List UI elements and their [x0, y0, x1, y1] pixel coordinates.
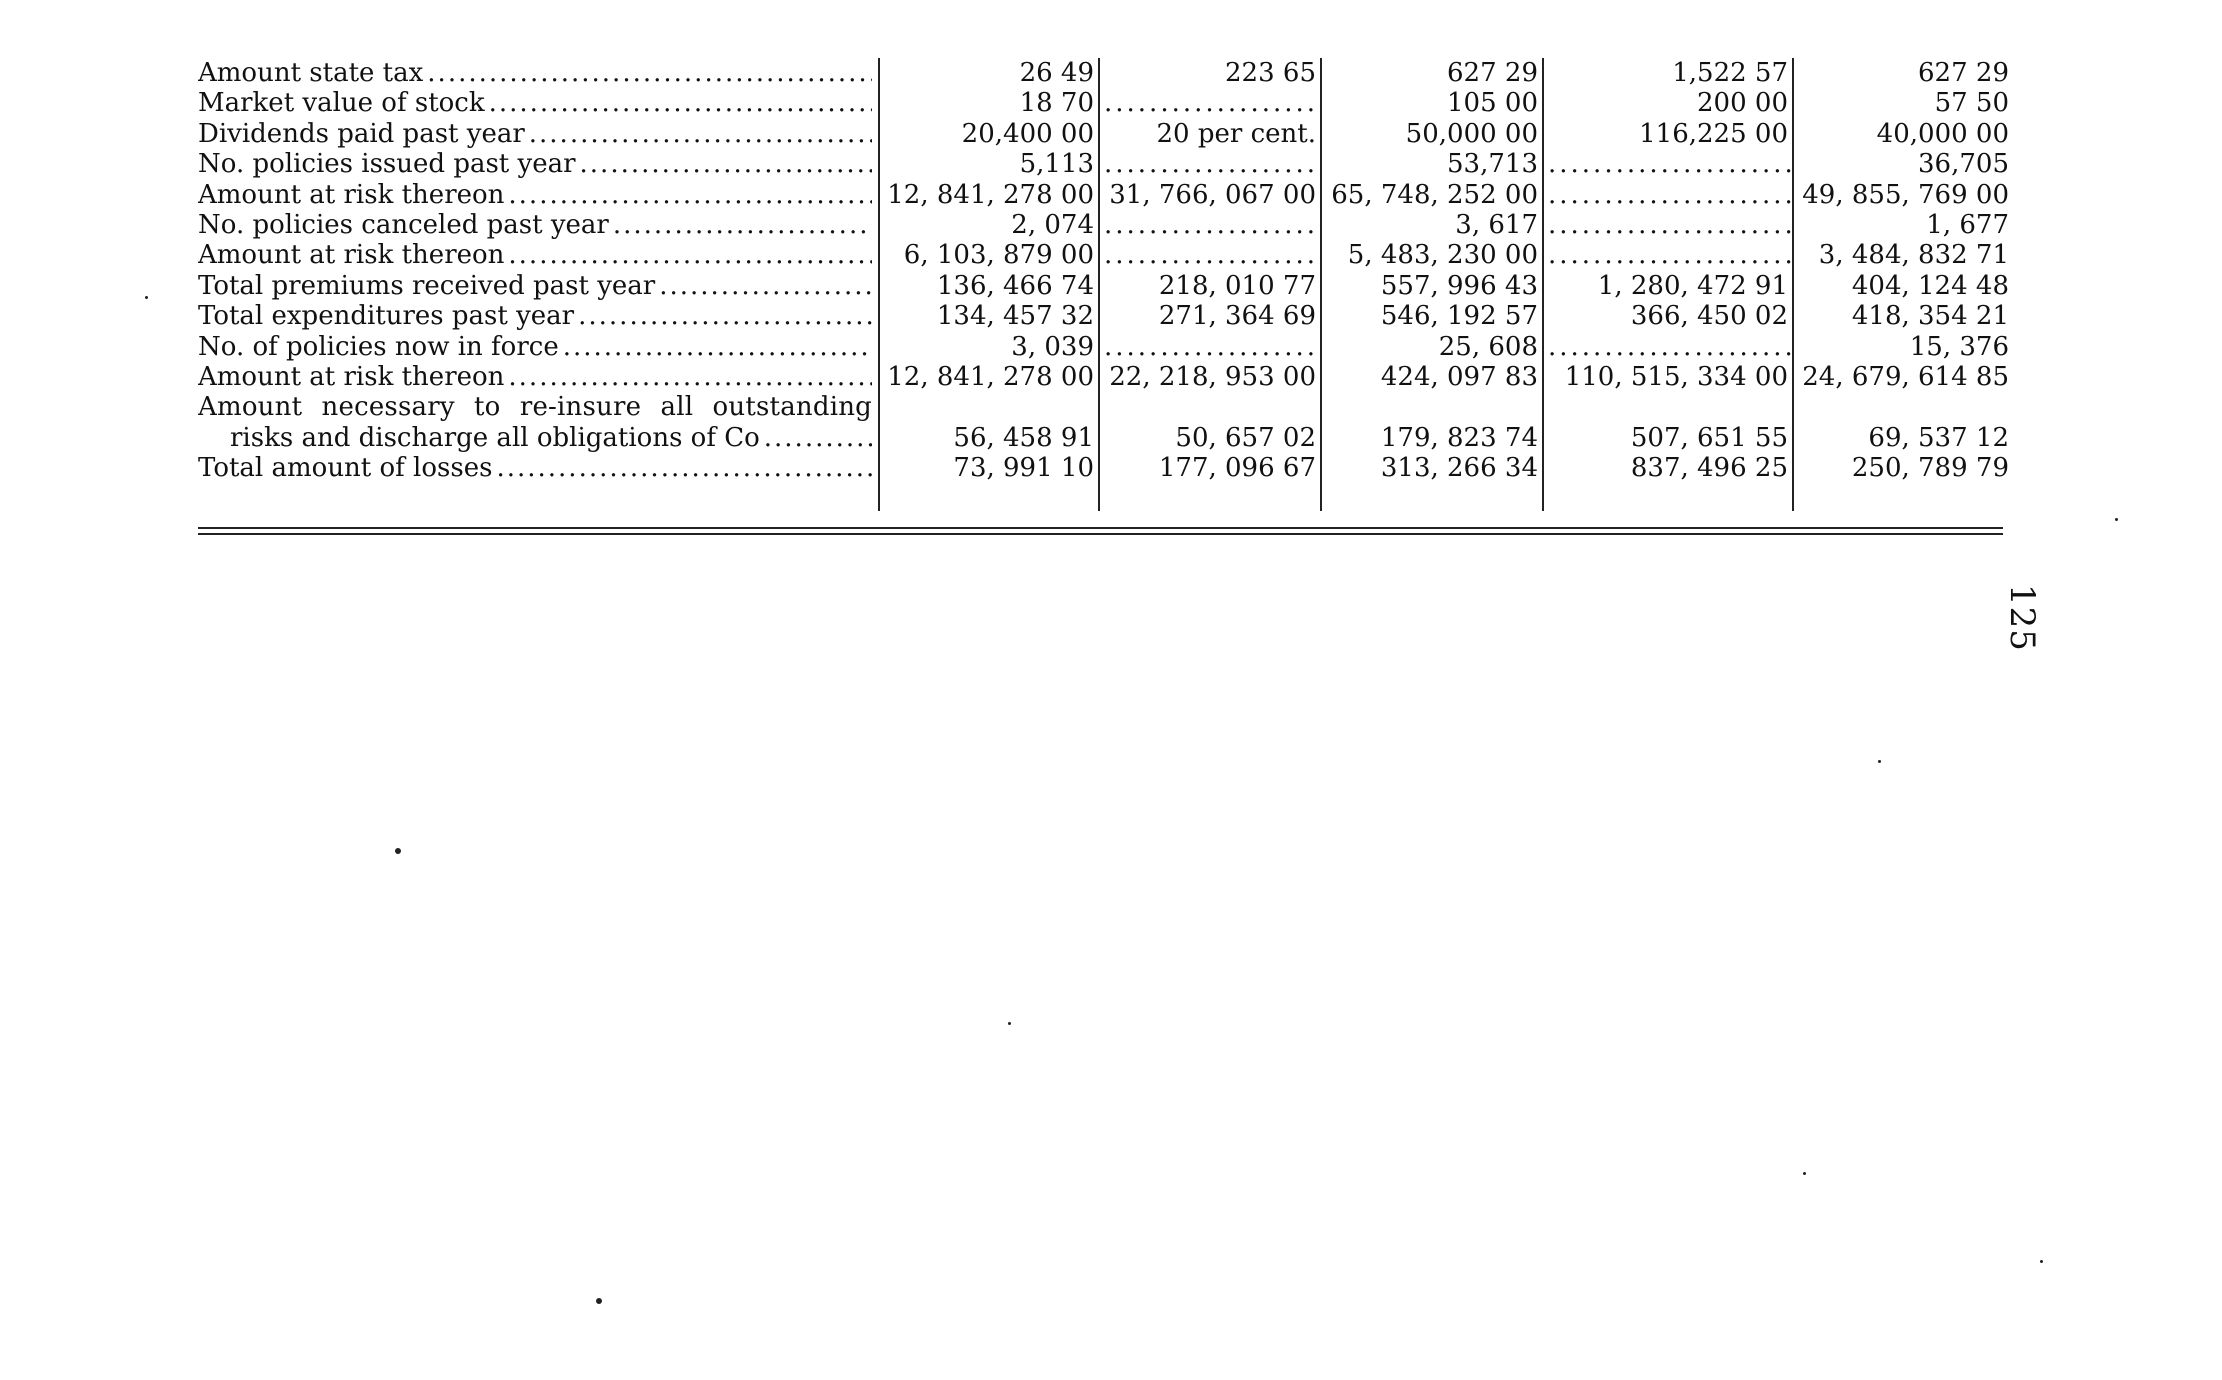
- table-row: [198, 119, 2013, 149]
- table-cell: 1, 280, 472 91: [1542, 271, 1792, 301]
- table-cell: 110, 515, 334 00: [1542, 362, 1792, 392]
- table-cell: 18 70: [878, 88, 1098, 118]
- table-row: [198, 240, 2013, 270]
- table-cell: 3, 039: [878, 332, 1098, 362]
- row-label: Amount at risk thereon .....: [198, 180, 878, 210]
- table-cell: 424, 097 83: [1320, 362, 1542, 392]
- table-cell: 53,713: [1320, 149, 1542, 179]
- table-cell: 627 29: [1320, 58, 1542, 88]
- table-cell: 418, 354 21: [1792, 301, 2013, 331]
- table-cell: 507, 651 55: [1542, 392, 1792, 453]
- row-label: Amount necessary to re-insure all outstanding risks and discharge all obligations of Co .....: [198, 392, 878, 453]
- table-cell: 404, 124 48: [1792, 271, 2013, 301]
- row-label: Dividends paid past year .....: [198, 119, 878, 149]
- table-cell: 5,113: [878, 149, 1098, 179]
- table-cell: 65, 748, 252 00: [1320, 180, 1542, 210]
- table-cell: 1, 677: [1792, 210, 2013, 240]
- table-cell: 557, 996 43: [1320, 271, 1542, 301]
- table-cell: 179, 823 74: [1320, 392, 1542, 453]
- scan-speck: [1008, 1022, 1011, 1025]
- scan-speck: [2115, 518, 2118, 521]
- table-cell: 134, 457 32: [878, 301, 1098, 331]
- table-cell: 366, 450 02: [1542, 301, 1792, 331]
- page-number: 125: [2002, 584, 2042, 652]
- table-row: [198, 88, 2013, 118]
- table-cell: 5, 483, 230 00: [1320, 240, 1542, 270]
- table-cell: 50,000 00: [1320, 119, 1542, 149]
- table-cell: 116,225 00: [1542, 119, 1792, 149]
- table-cell: 200 00: [1542, 88, 1792, 118]
- table-footer-space: [198, 483, 2013, 511]
- table-cell: 22, 218, 953 00: [1098, 362, 1320, 392]
- table-cell: 24, 679, 614 85: [1792, 362, 2013, 392]
- row-label: No. policies issued past year .....: [198, 149, 878, 179]
- table-cell: 3, 484, 832 71: [1792, 240, 2013, 270]
- scan-speck: [145, 296, 148, 299]
- row-label: Amount state tax .....: [198, 58, 878, 88]
- table-cell: 73, 991 10: [878, 453, 1098, 483]
- table-row: [198, 271, 2013, 301]
- table-row: [198, 180, 2013, 210]
- table-row: [198, 301, 2013, 331]
- table-row: [198, 362, 2013, 392]
- table-cell: 6, 103, 879 00: [878, 240, 1098, 270]
- table-cell: 20,400 00: [878, 119, 1098, 149]
- table-row: [198, 58, 2013, 88]
- row-label: No. policies canceled past year .....: [198, 210, 878, 240]
- table-cell: 177, 096 67: [1098, 453, 1320, 483]
- empty-cell-leader: [1098, 88, 1320, 118]
- table-cell: 837, 496 25: [1542, 453, 1792, 483]
- row-label: Amount at risk thereon .....: [198, 240, 878, 270]
- table-row: [198, 392, 2013, 453]
- table-cell: 36,705: [1792, 149, 2013, 179]
- table-cell: 12, 841, 278 00: [878, 180, 1098, 210]
- table-cell: 136, 466 74: [878, 271, 1098, 301]
- table-cell: 49, 855, 769 00: [1792, 180, 2013, 210]
- table-cell: 1,522 57: [1542, 58, 1792, 88]
- empty-cell-leader: [1542, 332, 1792, 362]
- table-cell: 250, 789 79: [1792, 453, 2013, 483]
- empty-cell-leader: [1098, 332, 1320, 362]
- table-cell: 271, 364 69: [1098, 301, 1320, 331]
- row-label: Amount at risk thereon .....: [198, 362, 878, 392]
- row-label: No. of policies now in force .....: [198, 332, 878, 362]
- row-label: Total amount of losses .....: [198, 453, 878, 483]
- insurance-statistics-table: [198, 58, 2013, 511]
- empty-cell-leader: [1542, 210, 1792, 240]
- table-row: [198, 149, 2013, 179]
- table-cell: 546, 192 57: [1320, 301, 1542, 331]
- row-label: Total expenditures past year .....: [198, 301, 878, 331]
- table-cell: 2, 074: [878, 210, 1098, 240]
- empty-cell-leader: [1098, 210, 1320, 240]
- empty-cell-leader: [1098, 149, 1320, 179]
- scan-speck: [395, 848, 401, 854]
- table-row: [198, 332, 2013, 362]
- table-cell: 26 49: [878, 58, 1098, 88]
- table-cell: 40,000 00: [1792, 119, 2013, 149]
- table-cell: 3, 617: [1320, 210, 1542, 240]
- table-row: [198, 210, 2013, 240]
- scan-speck: [596, 1298, 602, 1304]
- scan-speck: [2040, 1260, 2043, 1263]
- table-cell: 15, 376: [1792, 332, 2013, 362]
- table-cell: 20 per cent.: [1098, 119, 1320, 149]
- row-label: Market value of stock .....: [198, 88, 878, 118]
- empty-cell-leader: [1542, 180, 1792, 210]
- table-cell: 69, 537 12: [1792, 392, 2013, 453]
- table-bottom-double-rule: [198, 527, 2003, 535]
- table-cell: 25, 608: [1320, 332, 1542, 362]
- table-cell: 50, 657 02: [1098, 392, 1320, 453]
- table-cell: 31, 766, 067 00: [1098, 180, 1320, 210]
- table-cell: 313, 266 34: [1320, 453, 1542, 483]
- empty-cell-leader: [1542, 149, 1792, 179]
- empty-cell-leader: [1098, 240, 1320, 270]
- scan-speck: [1803, 1172, 1806, 1175]
- row-label: Total premiums received past year .....: [198, 271, 878, 301]
- table-cell: 627 29: [1792, 58, 2013, 88]
- empty-cell-leader: [1542, 240, 1792, 270]
- table-cell: 56, 458 91: [878, 392, 1098, 453]
- table-cell: 218, 010 77: [1098, 271, 1320, 301]
- scan-speck: [1878, 760, 1881, 763]
- table-cell: 57 50: [1792, 88, 2013, 118]
- table-cell: 12, 841, 278 00: [878, 362, 1098, 392]
- table-cell: 105 00: [1320, 88, 1542, 118]
- table-row: [198, 453, 2013, 483]
- table-cell: 223 65: [1098, 58, 1320, 88]
